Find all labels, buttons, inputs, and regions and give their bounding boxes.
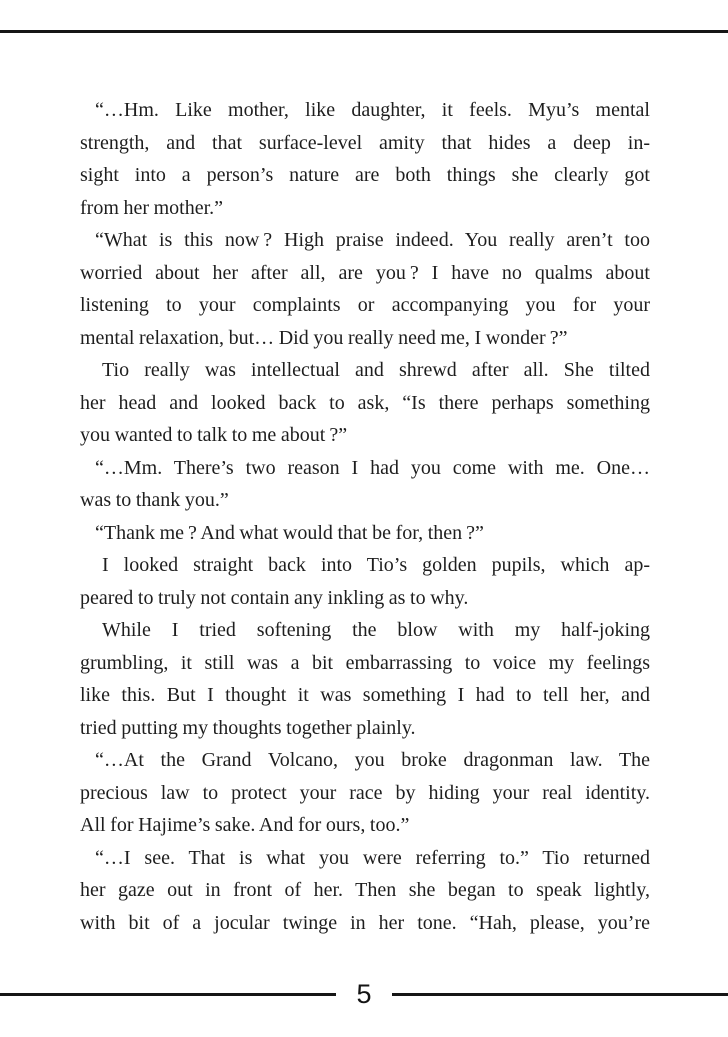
text-line: worried about her after all, are you ? I have no qualms about — [80, 261, 650, 284]
footer-rule-left — [0, 993, 336, 996]
text-line: her head and looked back to ask, “Is there perhaps something — [80, 391, 650, 414]
text-line: “…Mm. There’s two reason I had you come with me. One… — [95, 456, 650, 479]
paragraph — [80, 614, 650, 744]
text-line: her gaze out in front of her. Then she began to speak lightly, — [80, 879, 650, 901]
paragraph — [80, 517, 650, 550]
paragraph — [80, 224, 650, 354]
paragraph — [80, 842, 650, 940]
text-line: mental relaxation, but… Did you really need me, I wonder ?” — [80, 326, 568, 349]
top-rule — [0, 30, 728, 33]
text-line: While I tried softening the blow with my half-joking — [102, 619, 650, 641]
text-line: Tio really was intellectual and shrewd after all. She tilted — [102, 359, 650, 381]
text-line: from her mother.” — [80, 196, 224, 219]
text-line: precious law to protect your race by hiding your real identity. — [80, 781, 650, 804]
text-line: “…I see. That is what you were referring to.” Tio returned — [95, 846, 650, 869]
text-line: strength, and that surface-level amity that hides a deep in- — [80, 131, 650, 154]
text-line: like this. But I thought it was something I had to tell her, and — [80, 684, 650, 706]
text-line: grumbling, it still was a bit embarrassing to voice my feelings — [80, 651, 650, 674]
text-line: peared to truly not contain any inkling as to why. — [80, 586, 469, 609]
page-number: 5 — [356, 979, 372, 1009]
text-line: sight into a person’s nature are both things she clearly got — [80, 164, 650, 186]
text-line: “…At the Grand Volcano, you broke dragonman law. The — [95, 749, 650, 771]
text-block — [80, 94, 650, 939]
text-line: was to thank you.” — [80, 489, 229, 511]
paragraph — [80, 354, 650, 452]
text-line: “Thank me ? And what would that be for, then ?” — [95, 521, 484, 544]
text-line: All for Hajime’s sake. And for ours, too.” — [80, 814, 410, 836]
text-line: “What is this now ? High praise indeed. You really aren’t too — [95, 229, 650, 251]
footer-rule-right — [392, 993, 728, 996]
text-line: with bit of a jocular twinge in her tone. “Hah, please, you’re — [80, 911, 650, 934]
paragraph — [80, 452, 650, 517]
text-line: “…Hm. Like mother, like daughter, it feels. Myu’s mental — [95, 99, 650, 121]
paragraph — [80, 744, 650, 842]
paragraph — [80, 94, 650, 224]
text-line: you wanted to talk to me about ?” — [80, 424, 348, 446]
paragraph — [80, 549, 650, 614]
text-line: listening to your complaints or accompanying you for your — [80, 294, 650, 316]
text-line: I looked straight back into Tio’s golden pupils, which ap- — [102, 554, 650, 576]
text-line: tried putting my thoughts together plainly. — [80, 716, 416, 739]
page-footer — [0, 979, 728, 1009]
